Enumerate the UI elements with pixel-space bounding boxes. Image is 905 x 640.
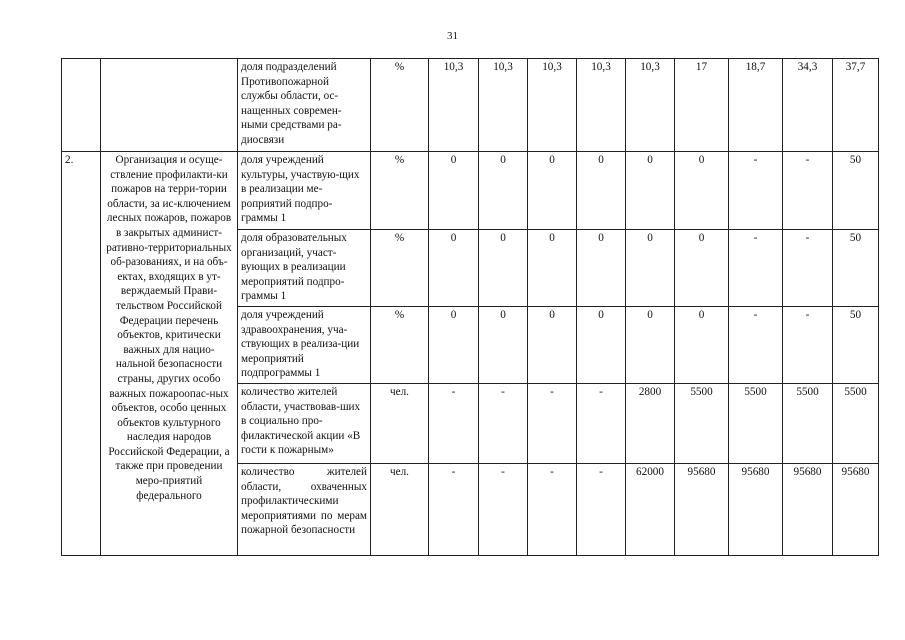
value-cell: 5500 [675,384,729,464]
value-cell: - [429,384,479,464]
row-number-cell: 2. [62,152,101,556]
value-cell: 2800 [626,384,675,464]
row-number-cell [62,59,101,152]
value-cell: 0 [675,152,729,230]
value-cell: 10,3 [429,59,479,152]
unit-cell: % [371,230,429,307]
value-cell: - [479,384,528,464]
value-cell: - [577,384,626,464]
value-cell: - [783,230,833,307]
value-cell: 50 [833,152,879,230]
value-cell: 0 [429,152,479,230]
page-number: 31 [447,30,458,42]
value-cell: 34,3 [783,59,833,152]
value-cell: 10,3 [479,59,528,152]
value-cell: 18,7 [729,59,783,152]
value-cell: - [783,307,833,384]
value-cell: - [577,464,626,556]
indicator-cell: доля подразделений Противопожарной службы области, ос-нащенных современ-ными средствами ра-диосвязи [238,59,371,152]
value-cell: 0 [626,152,675,230]
value-cell: - [729,152,783,230]
value-cell: 95680 [675,464,729,556]
value-cell: 0 [528,152,577,230]
unit-cell: чел. [371,464,429,556]
value-cell: 0 [675,230,729,307]
unit-cell: чел. [371,384,429,464]
task-cell [101,59,238,152]
value-cell: - [429,464,479,556]
value-cell: 0 [429,307,479,384]
value-cell: 0 [479,307,528,384]
value-cell: 5500 [833,384,879,464]
indicator-cell: доля образовательных организаций, участ-вующих в реализации мероприятий подпро-граммы 1 [238,230,371,307]
value-cell: - [729,230,783,307]
value-cell: 50 [833,230,879,307]
value-cell: 5500 [783,384,833,464]
value-cell: - [729,307,783,384]
value-cell: 0 [577,307,626,384]
value-cell: 0 [528,307,577,384]
unit-cell: % [371,59,429,152]
value-cell: 0 [675,307,729,384]
value-cell: 10,3 [528,59,577,152]
indicator-cell: доля учреждений здравоохранения, уча-ствующих в реализа-ции мероприятий подпрограммы 1 [238,307,371,384]
value-cell: 0 [577,152,626,230]
value-cell: 37,7 [833,59,879,152]
value-cell: 0 [577,230,626,307]
value-cell: 0 [479,230,528,307]
table-row [62,152,879,230]
value-cell: 5500 [729,384,783,464]
value-cell: - [783,152,833,230]
task-cell: Организация и осуще-ствление профилакти-ки пожаров на терри-тории области, за ис-ключением лесных пожаров, пожаров в закрытых админист-ративно-территориальных об-разованиях, и на объ-ектах, входящих в ут-верждаемый Прави-тельством Российской Федерации перечень объектов, критически важных для нацио-нальной безопасности страны, других особо важных пожароопас-ных объектов, особо ценных объектов культурного наследия народов Российской Федерации, а также при проведении меро-приятий федерального [101,152,238,556]
value-cell: 10,3 [577,59,626,152]
value-cell: - [528,464,577,556]
value-cell: 50 [833,307,879,384]
value-cell: 0 [479,152,528,230]
value-cell: 0 [626,307,675,384]
indicator-cell: доля учреждений культуры, участвую-щих в реализации ме-роприятий подпро-граммы 1 [238,152,371,230]
value-cell: 62000 [626,464,675,556]
value-cell: 0 [528,230,577,307]
value-cell: - [528,384,577,464]
value-cell: 17 [675,59,729,152]
value-cell: 95680 [833,464,879,556]
value-cell: 0 [626,230,675,307]
value-cell: 95680 [783,464,833,556]
value-cell: 95680 [729,464,783,556]
indicators-table [61,58,879,556]
unit-cell: % [371,307,429,384]
unit-cell: % [371,152,429,230]
value-cell: - [479,464,528,556]
table-row [62,59,879,152]
indicator-cell: количество жителей области, участвовав-ших в социально про-филактической акции «В гости к пожарным» [238,384,371,464]
value-cell: 0 [429,230,479,307]
value-cell: 10,3 [626,59,675,152]
indicator-cell: количество жителей области, охваченных профилактическими мероприятиями по мерам пожарной безопасности [238,464,371,556]
